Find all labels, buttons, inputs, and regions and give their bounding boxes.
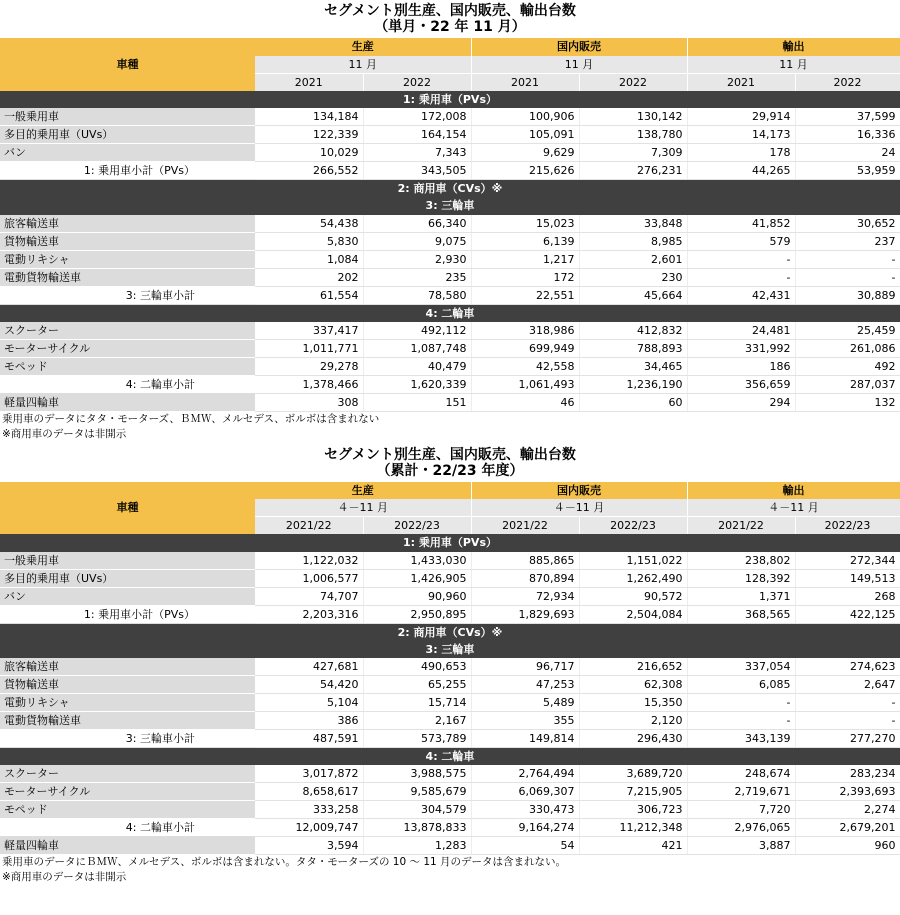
year-header: 2022 [579,73,687,91]
cell-value: 1,378,466 [255,375,363,393]
cell-value: 24 [795,144,900,162]
cell-value: 47,253 [471,676,579,694]
cell-value: 54,438 [255,215,363,233]
cell-value: 333,258 [255,801,363,819]
cell-value: 100,906 [471,108,579,126]
cell-value: 41,852 [687,215,795,233]
row-label: 多目的乗用車（UVs） [0,569,255,587]
row-label: 電動貨物輸送車 [0,712,255,730]
table-row [0,339,900,357]
year-header: 2022 [795,73,900,91]
cell-value: 885,865 [471,552,579,570]
cell-value: 2,120 [579,712,687,730]
cell-value: 788,893 [579,339,687,357]
year-header: 2022/23 [363,517,471,535]
cell-value: 1,236,190 [579,375,687,393]
cell-value: 235 [363,268,471,286]
cell-value: - [687,250,795,268]
cell-value: 9,164,274 [471,819,579,837]
cell-value: 14,173 [687,126,795,144]
period-header: ４－11 月 [471,499,687,517]
cell-value: 12,009,747 [255,819,363,837]
cell-value: 3,689,720 [579,765,687,783]
cell-value: 2,764,494 [471,765,579,783]
cell-value: 30,889 [795,286,900,304]
cell-value: 1,084 [255,250,363,268]
row-label: 多目的乗用車（UVs） [0,126,255,144]
title-line-2: （累計・22/23 年度） [376,462,524,479]
row-label: 電動貨物輸送車 [0,268,255,286]
cell-value: 343,139 [687,730,795,748]
cell-value: 238,802 [687,552,795,570]
row-label: 4: 二輪車小計 [0,819,255,837]
cell-value: 7,720 [687,801,795,819]
table-row [0,587,900,605]
table-row [0,783,900,801]
cell-value: 272,344 [795,552,900,570]
period-header: 11 月 [255,56,471,74]
group-header: 国内販売 [471,38,687,56]
cell-value: 5,489 [471,694,579,712]
cell-value: 870,894 [471,569,579,587]
cell-value: 2,601 [579,250,687,268]
cell-value: 2,950,895 [363,605,471,623]
section-title: 4: 二輪車 [0,304,900,322]
cell-value: 29,914 [687,108,795,126]
cell-value: 9,585,679 [363,783,471,801]
row-label: バン [0,587,255,605]
category-header: 車種 [0,38,255,91]
table-row [0,144,900,162]
row-label: モーターサイクル [0,339,255,357]
section-title: 3: 三輪車 [0,197,900,215]
cell-value: 45,664 [579,286,687,304]
row-label: 電動リキシャ [0,250,255,268]
cell-value: 130,142 [579,108,687,126]
cell-value: 11,212,348 [579,819,687,837]
cell-value: 2,393,693 [795,783,900,801]
subtotal-row [0,286,900,304]
period-header: ４－11 月 [687,499,900,517]
cell-value: 283,234 [795,765,900,783]
cell-value: 65,255 [363,676,471,694]
cell-value: 308 [255,393,363,411]
table-row [0,108,900,126]
cell-value: 96,717 [471,658,579,676]
section-header-row [0,534,900,552]
section-title: 1: 乗用車（PVs） [0,534,900,552]
table-row [0,765,900,783]
cell-value: 579 [687,232,795,250]
group-header: 生産 [255,482,471,500]
table-row [0,126,900,144]
cell-value: 7,215,905 [579,783,687,801]
cell-value: 30,652 [795,215,900,233]
row-label: 軽量四輪車 [0,837,255,855]
cell-value: 492,112 [363,322,471,340]
cell-value: 13,878,833 [363,819,471,837]
period-header: 11 月 [471,56,687,74]
cell-value: 421 [579,837,687,855]
cell-value: 215,626 [471,162,579,180]
cell-value: 268 [795,587,900,605]
cell-value: 7,343 [363,144,471,162]
table-row [0,569,900,587]
cell-value: 46 [471,393,579,411]
cell-value: 1,426,905 [363,569,471,587]
cell-value: 90,572 [579,587,687,605]
cell-value: 172 [471,268,579,286]
cell-value: 42,431 [687,286,795,304]
table-row [0,250,900,268]
cell-value: - [795,268,900,286]
row-label: 3: 三輪車小計 [0,286,255,304]
cell-value: 29,278 [255,357,363,375]
cell-value: 151 [363,393,471,411]
cell-value: - [795,712,900,730]
cell-value: 1,433,030 [363,552,471,570]
cell-value: 62,308 [579,676,687,694]
cell-value: 149,814 [471,730,579,748]
cell-value: - [795,694,900,712]
cell-value: 304,579 [363,801,471,819]
subtotal-row [0,375,900,393]
subtotal-row [0,605,900,623]
section-title: 3: 三輪車 [0,641,900,659]
table-row [0,215,900,233]
cell-value: 2,679,201 [795,819,900,837]
cell-value: 78,580 [363,286,471,304]
cell-value: 15,350 [579,694,687,712]
data-table [0,482,900,856]
cell-value: 105,091 [471,126,579,144]
row-label: モペッド [0,801,255,819]
row-label: 軽量四輪車 [0,393,255,411]
cell-value: 33,848 [579,215,687,233]
cell-value: 343,505 [363,162,471,180]
table-row [0,658,900,676]
row-label: 1: 乗用車小計（PVs） [0,162,255,180]
cell-value: 3,594 [255,837,363,855]
table-row [0,712,900,730]
cell-value: 294 [687,393,795,411]
cell-value: 276,231 [579,162,687,180]
year-header: 2022/23 [579,517,687,535]
year-header: 2021/22 [255,517,363,535]
cell-value: 1,061,493 [471,375,579,393]
table-block-2 [0,442,900,886]
note-line: 乗用車のデータにタタ・モーターズ、ＢＭＷ、メルセデス、ボルボは含まれない [2,412,380,425]
cell-value: 2,719,671 [687,783,795,801]
year-header: 2021 [471,73,579,91]
header-row-groups [0,482,900,500]
row-label: 電動リキシャ [0,694,255,712]
cell-value: 15,714 [363,694,471,712]
cell-value: 40,479 [363,357,471,375]
cell-value: 2,167 [363,712,471,730]
cell-value: 3,017,872 [255,765,363,783]
cell-value: 487,591 [255,730,363,748]
cell-value: 5,104 [255,694,363,712]
row-label: 貨物輸送車 [0,676,255,694]
cell-value: 1,620,339 [363,375,471,393]
cell-value: 337,417 [255,322,363,340]
section-title: 1: 乗用車（PVs） [0,91,900,109]
note-line: ※商用車のデータは非開示 [2,871,127,883]
cell-value: 138,780 [579,126,687,144]
table-block-1 [0,0,900,442]
table-row [0,232,900,250]
cell-value: 9,629 [471,144,579,162]
cell-value: 386 [255,712,363,730]
group-header: 輸出 [687,38,900,56]
cell-value: 1,283 [363,837,471,855]
cell-value: 1,011,771 [255,339,363,357]
cell-value: 261,086 [795,339,900,357]
cell-value: 61,554 [255,286,363,304]
cell-value: 330,473 [471,801,579,819]
cell-value: 128,392 [687,569,795,587]
table-row [0,357,900,375]
table-row [0,268,900,286]
cell-value: 66,340 [363,215,471,233]
cell-value: 202 [255,268,363,286]
cell-value: 492 [795,357,900,375]
cell-value: 1,262,490 [579,569,687,587]
note-line: 乗用車のデータにＢＭＷ、メルセデス、ボルボは含まれない。タタ・モーターズの 10 ～ 11 月のデータは含まれない。 [2,856,567,868]
section-title: 2: 商用車（CVs）※ [0,180,900,198]
note-line: ※商用車のデータは非開示 [2,427,127,440]
year-header: 2021/22 [471,517,579,535]
cell-value: - [687,712,795,730]
title-line-2: （単月・22 年 11 月） [374,19,526,35]
cell-value: 960 [795,837,900,855]
cell-value: 287,037 [795,375,900,393]
cell-value: 2,647 [795,676,900,694]
cell-value: 274,623 [795,658,900,676]
table-notes [0,855,900,885]
cell-value: - [795,250,900,268]
cell-value: 1,006,577 [255,569,363,587]
cell-value: 230 [579,268,687,286]
cell-value: - [687,268,795,286]
cell-value: 318,986 [471,322,579,340]
cell-value: 6,069,307 [471,783,579,801]
table-row [0,676,900,694]
section-title: 2: 商用車（CVs）※ [0,623,900,641]
header-row-groups [0,38,900,56]
cell-value: 337,054 [687,658,795,676]
cell-value: 5,830 [255,232,363,250]
cell-value: 6,139 [471,232,579,250]
cell-value: 277,270 [795,730,900,748]
table-row [0,322,900,340]
group-header: 生産 [255,38,471,56]
cell-value: 1,371 [687,587,795,605]
row-label: 一般乗用車 [0,552,255,570]
year-header: 2022/23 [795,517,900,535]
cell-value: 164,154 [363,126,471,144]
cell-value: 9,075 [363,232,471,250]
cell-value: 1,829,693 [471,605,579,623]
cell-value: 132 [795,393,900,411]
cell-value: 427,681 [255,658,363,676]
row-label: スクーター [0,322,255,340]
period-header: 11 月 [687,56,900,74]
cell-value: 216,652 [579,658,687,676]
section-header-row [0,91,900,109]
section-header-row [0,180,900,198]
section-header-row [0,304,900,322]
cell-value: 6,085 [687,676,795,694]
cell-value: 331,992 [687,339,795,357]
cell-value: 3,887 [687,837,795,855]
table-row [0,801,900,819]
row-label: 貨物輸送車 [0,232,255,250]
cell-value: 1,122,032 [255,552,363,570]
row-label: モーターサイクル [0,783,255,801]
table-title [0,0,900,38]
cell-value: 2,976,065 [687,819,795,837]
cell-value: 422,125 [795,605,900,623]
title-line-1: セグメント別生産、国内販売、輸出台数 [324,3,576,19]
cell-value: 306,723 [579,801,687,819]
cell-value: 22,551 [471,286,579,304]
table-row [0,552,900,570]
cell-value: 24,481 [687,322,795,340]
cell-value: 72,934 [471,587,579,605]
cell-value: 3,988,575 [363,765,471,783]
group-header: 輸出 [687,482,900,500]
cell-value: - [687,694,795,712]
cell-value: 699,949 [471,339,579,357]
row-label: 旅客輸送車 [0,215,255,233]
cell-value: 296,430 [579,730,687,748]
title-line-1: セグメント別生産、国内販売、輸出台数 [324,446,576,463]
cell-value: 490,653 [363,658,471,676]
subtotal-row [0,162,900,180]
cell-value: 356,659 [687,375,795,393]
cell-value: 25,459 [795,322,900,340]
cell-value: 178 [687,144,795,162]
period-header: ４－11 月 [255,499,471,517]
table-row [0,393,900,411]
row-label: モペッド [0,357,255,375]
cell-value: 573,789 [363,730,471,748]
cell-value: 37,599 [795,108,900,126]
subtotal-row [0,730,900,748]
cell-value: 54 [471,837,579,855]
year-header: 2021 [687,73,795,91]
section-title: 4: 二輪車 [0,748,900,766]
cell-value: 134,184 [255,108,363,126]
cell-value: 355 [471,712,579,730]
cell-value: 74,707 [255,587,363,605]
cell-value: 34,465 [579,357,687,375]
row-label: 1: 乗用車小計（PVs） [0,605,255,623]
cell-value: 2,504,084 [579,605,687,623]
table-row [0,694,900,712]
cell-value: 237 [795,232,900,250]
cell-value: 1,217 [471,250,579,268]
table-row [0,837,900,855]
cell-value: 172,008 [363,108,471,126]
cell-value: 1,087,748 [363,339,471,357]
cell-value: 60 [579,393,687,411]
section-header-row [0,748,900,766]
subtotal-row [0,819,900,837]
row-label: 一般乗用車 [0,108,255,126]
cell-value: 2,930 [363,250,471,268]
cell-value: 16,336 [795,126,900,144]
section-header-row [0,641,900,659]
cell-value: 2,274 [795,801,900,819]
cell-value: 7,309 [579,144,687,162]
cell-value: 54,420 [255,676,363,694]
cell-value: 122,339 [255,126,363,144]
cell-value: 42,558 [471,357,579,375]
year-header: 2022 [363,73,471,91]
cell-value: 248,674 [687,765,795,783]
row-label: 4: 二輪車小計 [0,375,255,393]
cell-value: 368,565 [687,605,795,623]
cell-value: 90,960 [363,587,471,605]
cell-value: 53,959 [795,162,900,180]
cell-value: 1,151,022 [579,552,687,570]
table-title [0,442,900,482]
cell-value: 186 [687,357,795,375]
row-label: 3: 三輪車小計 [0,730,255,748]
row-label: スクーター [0,765,255,783]
cell-value: 8,658,617 [255,783,363,801]
cell-value: 2,203,316 [255,605,363,623]
cell-value: 8,985 [579,232,687,250]
table-notes [0,412,900,442]
section-header-row [0,623,900,641]
cell-value: 10,029 [255,144,363,162]
group-header: 国内販売 [471,482,687,500]
row-label: 旅客輸送車 [0,658,255,676]
cell-value: 44,265 [687,162,795,180]
cell-value: 412,832 [579,322,687,340]
year-header: 2021/22 [687,517,795,535]
cell-value: 149,513 [795,569,900,587]
data-table [0,38,900,412]
row-label: バン [0,144,255,162]
section-header-row [0,197,900,215]
year-header: 2021 [255,73,363,91]
cell-value: 15,023 [471,215,579,233]
cell-value: 266,552 [255,162,363,180]
category-header: 車種 [0,482,255,535]
